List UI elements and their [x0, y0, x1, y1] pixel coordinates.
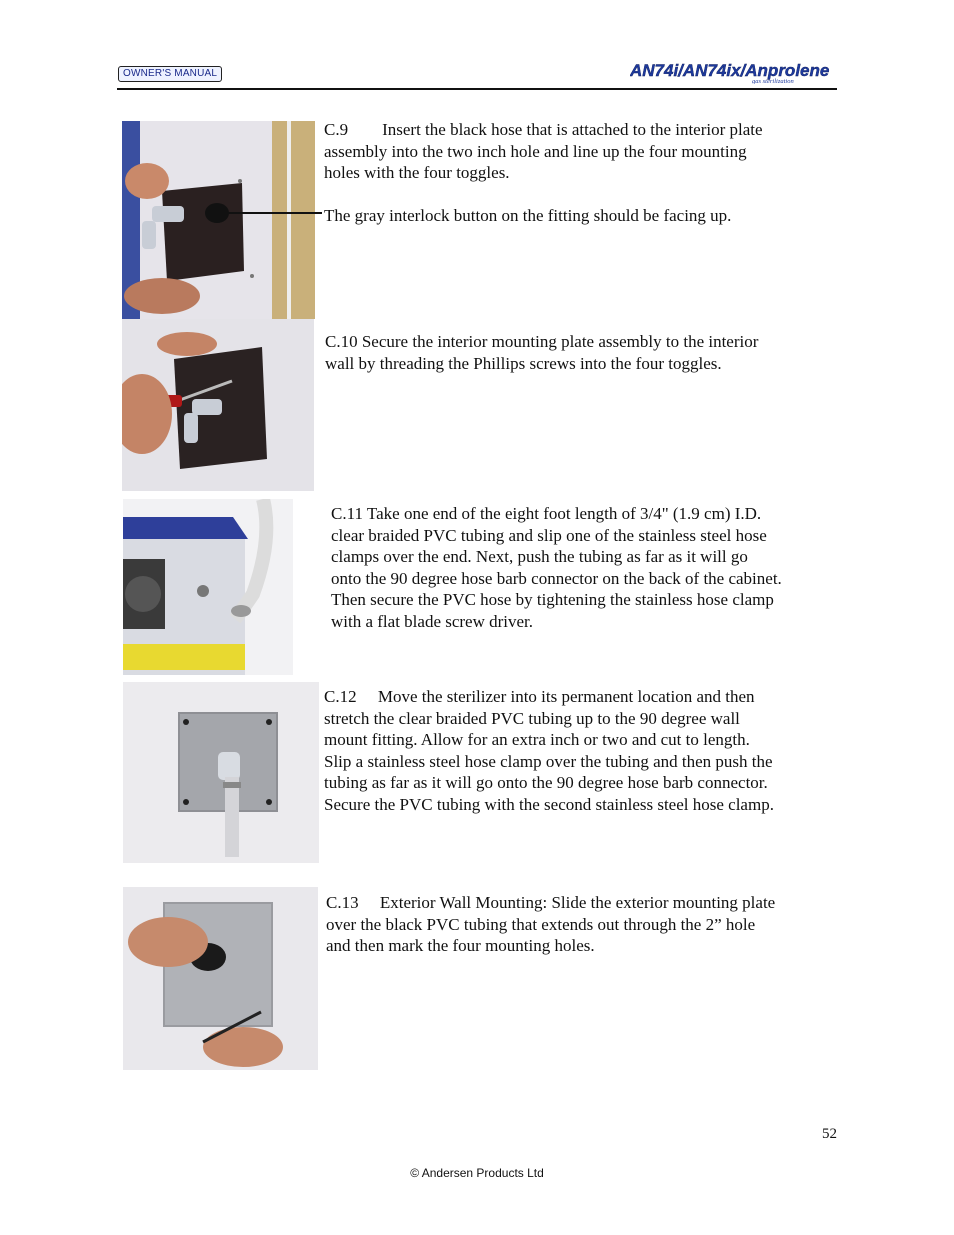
step-c11-line-1: C.11 Take one end of the eight foot length of 3/4" (1.9 cm) I.D.: [331, 504, 762, 523]
svg-text:AN74i/AN74ix/Anprolene: AN74i/AN74ix/Anprolene: [630, 61, 830, 80]
brand-logo: [630, 56, 840, 84]
photo-wall-fitting: [123, 682, 319, 863]
step-c12-line-2: stretch the clear braided PVC tubing up to the 90 degree wall: [324, 708, 740, 728]
photo-exterior-plate: [123, 887, 318, 1070]
step-c11-line-6: with a flat blade screw driver.: [331, 611, 534, 631]
photo-hose-insertion: [122, 121, 315, 319]
step-c13-line-2: over the black PVC tubing that extends out through the 2” hole: [326, 914, 756, 934]
step-c9-note: The gray interlock button on the fitting should be facing up.: [324, 206, 732, 225]
step-c10-line-2: wall by threading the Phillips screws into the four toggles.: [325, 353, 722, 373]
step-c9: [324, 119, 824, 227]
step-c10-line-1: C.10 Secure the interior mounting plate assembly to the interior: [325, 332, 759, 351]
step-c13-line-3: and then mark the four mounting holes.: [326, 936, 595, 955]
callout-line: [218, 212, 322, 214]
step-c13: [326, 892, 836, 957]
step-c12-line-5: tubing as far as it will go onto the 90 degree hose barb connector.: [324, 773, 768, 792]
step-c12: [324, 686, 834, 815]
step-c12-line-3: mount fitting. Allow for an extra inch or two and cut to length.: [324, 730, 750, 749]
svg-text:gas sterilization: gas sterilization: [752, 78, 794, 84]
page-number: 52: [822, 1126, 837, 1142]
step-c12-line-1: C.12 Move the sterilizer into its permanent location and then: [324, 687, 755, 706]
manual-badge: OWNER'S MANUAL: [118, 66, 222, 82]
step-c11-line-3: clamps over the end. Next, push the tubing as far as it will go: [331, 547, 748, 566]
step-c11-line-4: onto the 90 degree hose barb connector on the back of the cabinet.: [331, 568, 782, 588]
photo-screwing-plate: [122, 319, 314, 491]
step-c9-line-3: holes with the four toggles.: [324, 163, 510, 182]
photo-cabinet-hose: [123, 499, 293, 675]
step-c9-line-1: C.9 Insert the black hose that is attached to the interior plate: [324, 120, 763, 139]
copyright-notice: © Andersen Products Ltd: [410, 1166, 544, 1180]
step-c13-line-1: C.13 Exterior Wall Mounting: Slide the exterior mounting plate: [326, 893, 776, 912]
step-c12-line-4: Slip a stainless steel hose clamp over the tubing and then push the: [324, 751, 773, 771]
header-rule: [117, 88, 837, 90]
step-c9-line-2: assembly into the two inch hole and line up the four mounting: [324, 141, 747, 161]
step-c11-line-2: clear braided PVC tubing and slip one of the stainless steel hose: [331, 525, 767, 545]
step-c12-line-6: Secure the PVC tubing with the second stainless steel hose clamp.: [324, 794, 774, 814]
step-c11: [331, 503, 841, 632]
step-c10: [325, 331, 825, 374]
step-c11-line-5: Then secure the PVC hose by tightening the stainless hose clamp: [331, 590, 774, 609]
